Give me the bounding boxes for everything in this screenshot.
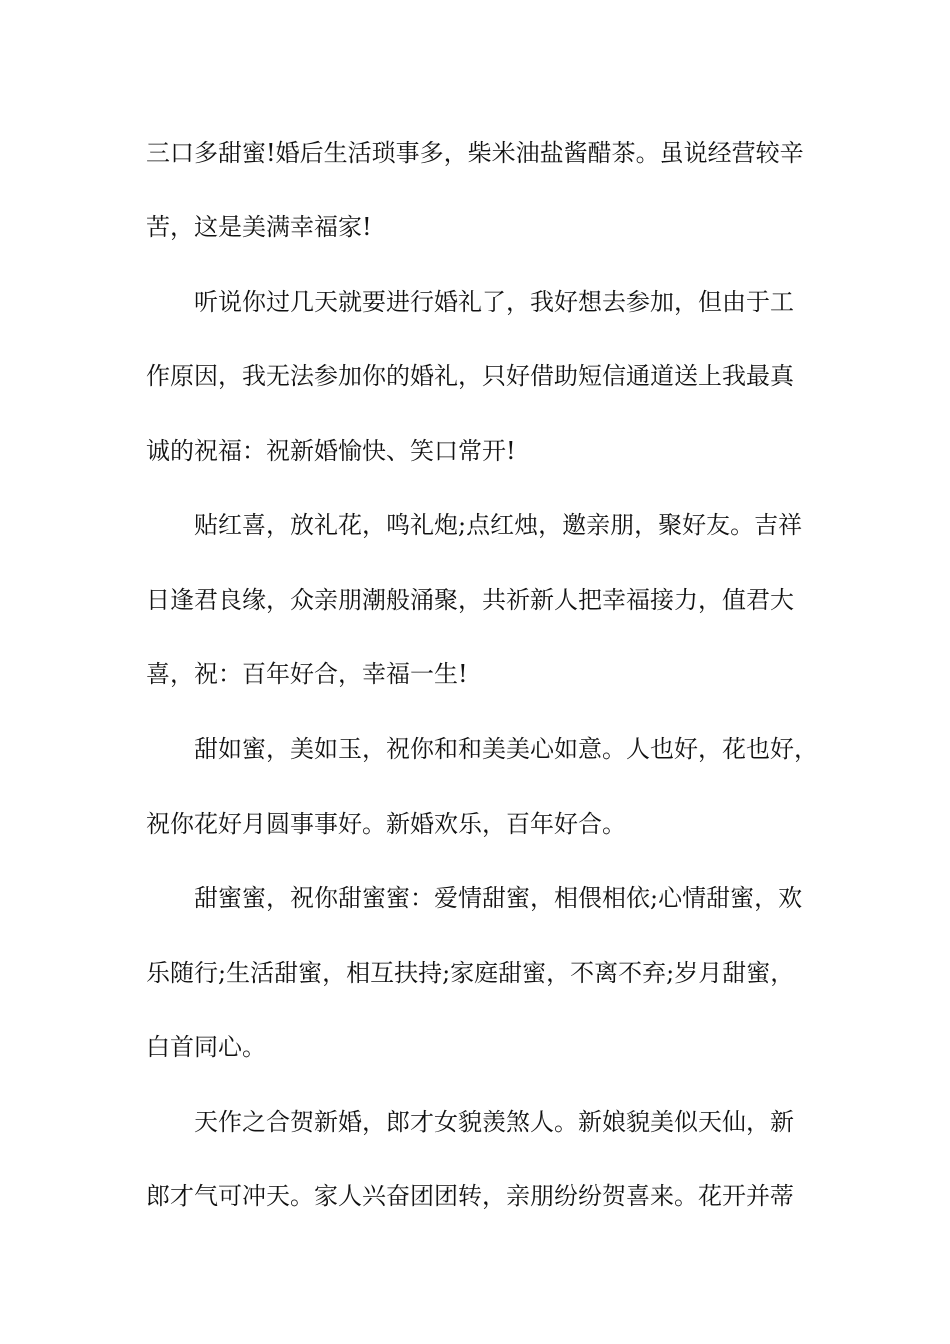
text-line: 郎才气可冲天。家人兴奋团团转，亲朋纷纷贺喜来。花开并蒂 — [146, 1182, 794, 1210]
text-line: 作原因，我无法参加你的婚礼，只好借助短信通道送上我最真 — [146, 362, 794, 390]
text-line: 喜，祝：百年好合，幸福一生! — [146, 660, 468, 688]
paragraph-first-line: 天作之合贺新婚，郎才女貌羡煞人。新娘貌美似天仙，新 — [194, 1108, 794, 1136]
paragraph-first-line: 甜如蜜，美如玉，祝你和和美美心如意。人也好，花也好， — [194, 735, 818, 763]
text-line: 苦，这是美满幸福家! — [146, 213, 372, 241]
text-line: 日逢君良缘，众亲朋潮般涌聚，共祈新人把幸福接力，值君大 — [146, 586, 794, 614]
text-line: 乐随行;生活甜蜜，相互扶持;家庭甜蜜，不离不弃;岁月甜蜜， — [146, 959, 795, 987]
paragraph-first-line: 听说你过几天就要进行婚礼了，我好想去参加，但由于工 — [194, 288, 794, 316]
text-line: 诚的祝福：祝新婚愉快、笑口常开! — [146, 437, 516, 465]
text-line: 白首同心。 — [146, 1033, 266, 1061]
paragraph-first-line: 甜蜜蜜，祝你甜蜜蜜：爱情甜蜜，相偎相依;心情甜蜜，欢 — [194, 884, 803, 912]
paragraph-first-line: 贴红喜，放礼花，鸣礼炮;点红烛，邀亲朋，聚好友。吉祥 — [194, 511, 803, 539]
text-line: 祝你花好月圆事事好。新婚欢乐，百年好合。 — [146, 810, 626, 838]
text-line: 三口多甜蜜!婚后生活琐事多，柴米油盐酱醋茶。虽说经营较辛 — [146, 139, 804, 167]
